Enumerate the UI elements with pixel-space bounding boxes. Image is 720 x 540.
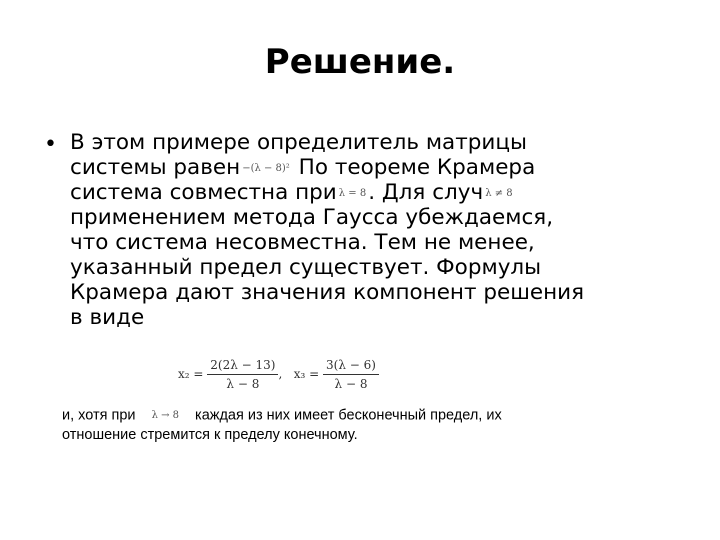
x3-denominator: λ − 8 <box>334 377 368 391</box>
lambda-not-equal-formula: λ ≠ 8 <box>483 181 514 206</box>
text-line-8: в виде <box>70 305 145 330</box>
text-line-3-start: система совместна при <box>70 180 337 205</box>
text-line-2 <box>70 155 535 181</box>
x3-fraction <box>323 358 379 391</box>
text-line-3 <box>70 180 515 206</box>
x3-numerator: 3(λ − 6) <box>323 358 379 375</box>
text-line-3-mid: . Для случ <box>368 180 484 205</box>
text-line-7: Крамера дают значения компонент решения <box>70 280 585 305</box>
slide-title: Решение. <box>264 42 456 82</box>
lambda-limit-formula: λ → 8 <box>150 406 181 425</box>
lambda-equals-formula: λ = 8 <box>337 181 368 206</box>
determinant-formula: −(λ − 8)² <box>240 156 292 181</box>
text-line-4: применением метода Гаусса убеждаемся, <box>70 205 554 230</box>
text-line-1: В этом примере определитель матрицы <box>70 130 527 155</box>
note-start: и, хотя при <box>62 407 136 424</box>
text-line-6: указанный предел существует. Формулы <box>70 255 542 280</box>
x2-lhs: x₂ = <box>178 367 204 381</box>
x2-numerator: 2(2λ − 13) <box>207 358 278 375</box>
text-line-5: что система несовместна. Тем не менее, <box>70 230 535 255</box>
formula-separator: , <box>278 367 283 381</box>
x3-lhs: x₃ = <box>293 367 320 381</box>
note-line-1 <box>62 406 502 425</box>
text-line-2-start: системы равен <box>70 155 241 180</box>
note-end: каждая из них имеет бесконечный предел, их <box>195 407 502 424</box>
x2-fraction <box>207 358 278 391</box>
bullet-dot: • <box>44 132 57 157</box>
note-line-2: отношение стремится к пределу конечному. <box>62 427 358 443</box>
text-line-2-end: По теореме Крамера <box>298 155 536 180</box>
solution-formula <box>178 358 379 402</box>
x2-denominator: λ − 8 <box>226 377 260 391</box>
